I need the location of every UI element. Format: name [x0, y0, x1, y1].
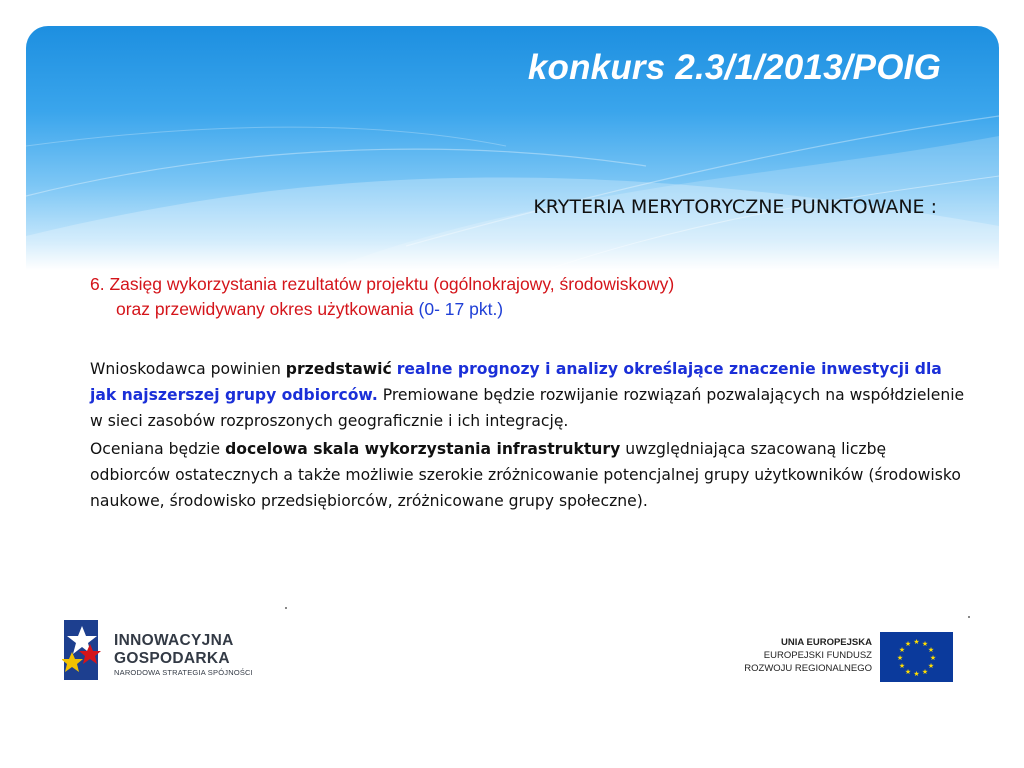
eu-stars [880, 632, 953, 682]
section-heading: KRYTERIA MERYTORYCZNE PUNKTOWANE : [533, 196, 937, 218]
criterion-heading [90, 272, 970, 322]
svg-text:★: ★ [927, 662, 935, 670]
eu-logo-line1: UNIA EUROPEJSKA [781, 637, 872, 648]
paragraph1-emphasis: realne prognozy i analizy określające znaczenie inwestycji dla jak najszerszej grupy odbiorców. [90, 360, 942, 404]
paragraph-assessment [90, 436, 970, 514]
innowacyjna-gospodarka-logo [62, 616, 262, 686]
svg-text:★: ★ [927, 646, 935, 654]
body-text [90, 356, 970, 516]
eu-logo-line3: ROZWOJU REGIONALNEGO [744, 663, 872, 674]
logo-left-line1: INNOWACYJNA [114, 632, 234, 649]
paragraph1-text: Wnioskodawca powinien [90, 360, 286, 378]
innovative-economy-emblem-icon [62, 618, 112, 682]
paragraph1-bold: przedstawić [285, 360, 392, 378]
svg-text:★: ★ [929, 654, 937, 662]
paragraph1-text-after: Premiowane będzie rozwijanie rozwiązań pozwalających na współdzielenie w sieci zasobów rozproszonych geograficznie i ich integrację. [90, 386, 965, 430]
eu-logo [740, 628, 960, 688]
criterion-line1: Zasięg wykorzystania rezultatów projektu (ogólnokrajowy, środowiskowy) [109, 274, 675, 294]
eu-flag-icon [880, 632, 953, 682]
header-banner [26, 26, 999, 270]
svg-text:★: ★ [913, 638, 920, 646]
svg-text:★: ★ [898, 662, 906, 670]
eu-logo-line2: EUROPEJSKI FUNDUSZ [763, 650, 872, 661]
criterion-line2: oraz przewidywany okres użytkowania [116, 299, 414, 319]
paragraph2-bold: docelowa skala wykorzystania infrastruktury [225, 440, 621, 458]
presentation-title: konkurs 2.3/1/2013/POIG [527, 48, 941, 87]
svg-text:★: ★ [921, 640, 929, 648]
decorative-dot [968, 616, 970, 618]
paragraph2-text: Oceniana będzie [90, 440, 226, 458]
svg-text:★: ★ [913, 670, 920, 678]
logo-left-line3: NARODOWA STRATEGIA SPÓJNOŚCI [114, 668, 253, 677]
paragraph-applicant [90, 356, 970, 434]
svg-text:★: ★ [921, 668, 929, 676]
criterion-points: (0- 17 pkt.) [418, 299, 504, 319]
svg-text:★: ★ [896, 654, 904, 662]
decorative-dot [285, 607, 287, 609]
svg-text:★: ★ [904, 640, 912, 648]
criterion-number: 6. [90, 274, 105, 294]
svg-text:★: ★ [904, 668, 912, 676]
logo-left-line2: GOSPODARKA [114, 650, 230, 667]
paragraph2-text-after: uwzględniająca szacowaną liczbę odbiorców ostatecznych a także możliwie szerokie zróżnicowanie potencjalnej grupy użytkowników (środowisko naukowe, środowisko przedsiębiorców, zróżnicowane grupy społeczne). [90, 440, 961, 510]
svg-text:★: ★ [898, 646, 906, 654]
